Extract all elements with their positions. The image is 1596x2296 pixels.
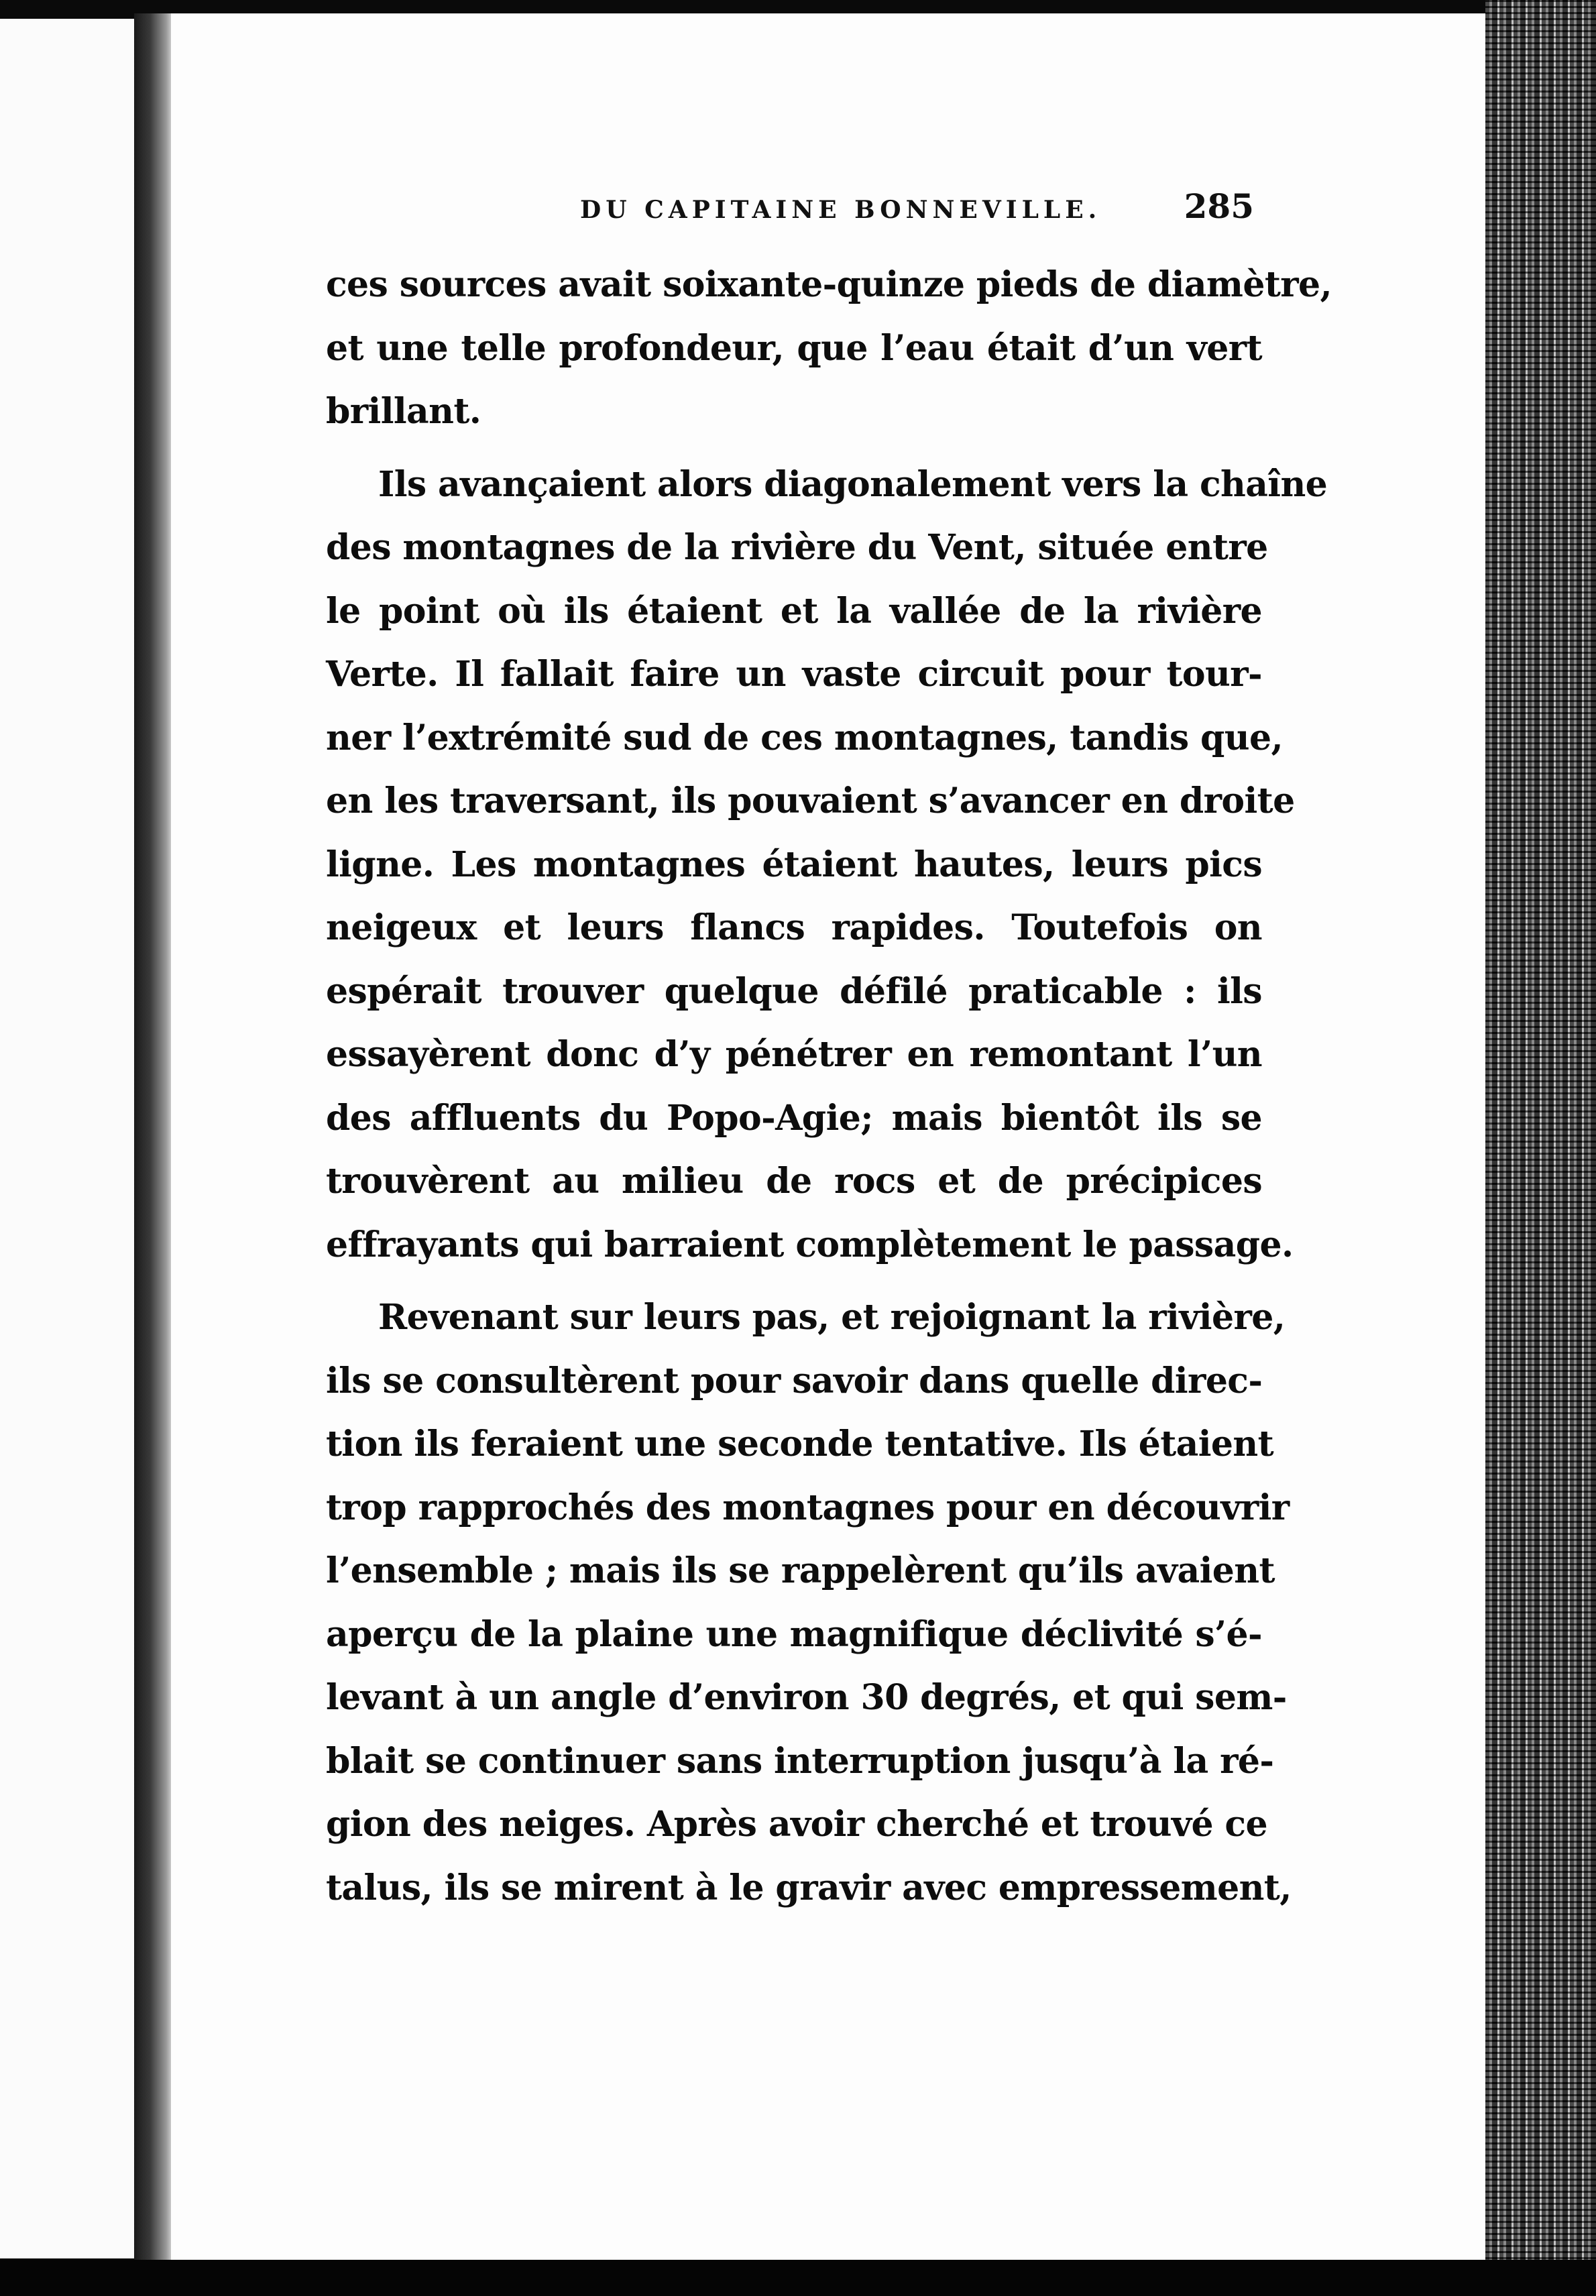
- body-text: [326, 253, 1332, 1920]
- text-line: effrayants qui barraient complètement le passage.: [326, 1224, 1294, 1265]
- running-title: DU CAPITAINE BONNEVILLE.: [580, 196, 1102, 224]
- text-line: blait se continuer sans interruption jusqu’à la ré-: [326, 1740, 1274, 1782]
- paragraph: [326, 253, 1332, 444]
- left-page-edge: [0, 19, 134, 2258]
- text-line: Verte. Il fallait faire un vaste circuit pour tour-: [326, 654, 1262, 695]
- text-line: essayèrent donc d’y pénétrer en remontant l’un: [326, 1034, 1262, 1075]
- text-line: en les traversant, ils pouvaient s’avancer en droite: [326, 781, 1295, 821]
- text-line: levant à un angle d’environ 30 degrés, et qui sem-: [326, 1677, 1287, 1718]
- text-line: ces sources avait soixante-quinze pieds de diamètre,: [326, 264, 1332, 305]
- text-line: le point où ils étaient et la vallée de la rivière: [326, 590, 1262, 632]
- text-line: ligne. Les montagnes étaient hautes, leurs pics: [326, 844, 1262, 885]
- text-line: tion ils feraient une seconde tentative. Ils étaient: [326, 1424, 1274, 1465]
- text-line: neigeux et leurs flancs rapides. Toutefois on: [326, 907, 1262, 948]
- text-line: Ils avançaient alors diagonalement vers la chaîne: [378, 463, 1328, 505]
- text-line: espérait trouver quelque défilé praticable : ils: [326, 970, 1262, 1012]
- text-line: gion des neiges. Après avoir cherché et trouvé ce: [326, 1804, 1267, 1845]
- text-line: l’ensemble ; mais ils se rappelèrent qu’ils avaient: [326, 1550, 1275, 1591]
- text-line: et une telle profondeur, que l’eau était d’un vert: [326, 327, 1262, 369]
- text-line: Revenant sur leurs pas, et rejoignant la rivière,: [378, 1297, 1286, 1338]
- page-stack-edge: [1485, 0, 1596, 2266]
- text-line: trop rapprochés des montagnes pour en découvrir: [326, 1487, 1290, 1528]
- text-line: ils se consultèrent pour savoir dans quelle direc-: [326, 1360, 1263, 1401]
- page-number: 285: [1184, 186, 1254, 226]
- text-line: brillant.: [326, 391, 481, 432]
- text-line: talus, ils se mirent à le gravir avec empressement,: [326, 1867, 1292, 1908]
- book-gutter: [134, 13, 174, 2266]
- running-head: [329, 186, 1254, 233]
- text-line: des montagnes de la rivière du Vent, située entre: [326, 527, 1268, 568]
- text-line: trouvèrent au milieu de rocs et de précipices: [326, 1161, 1262, 1202]
- paragraph: [326, 453, 1328, 1277]
- paragraph: [326, 1286, 1292, 1920]
- scan-bottom-border: [0, 2260, 1596, 2296]
- text-line: aperçu de la plaine une magnifique déclivité s’é-: [326, 1613, 1262, 1655]
- text-line: ner l’extrémité sud de ces montagnes, tandis que,: [326, 717, 1283, 758]
- text-line: des affluents du Popo-Agie; mais bientôt ils se: [326, 1097, 1262, 1139]
